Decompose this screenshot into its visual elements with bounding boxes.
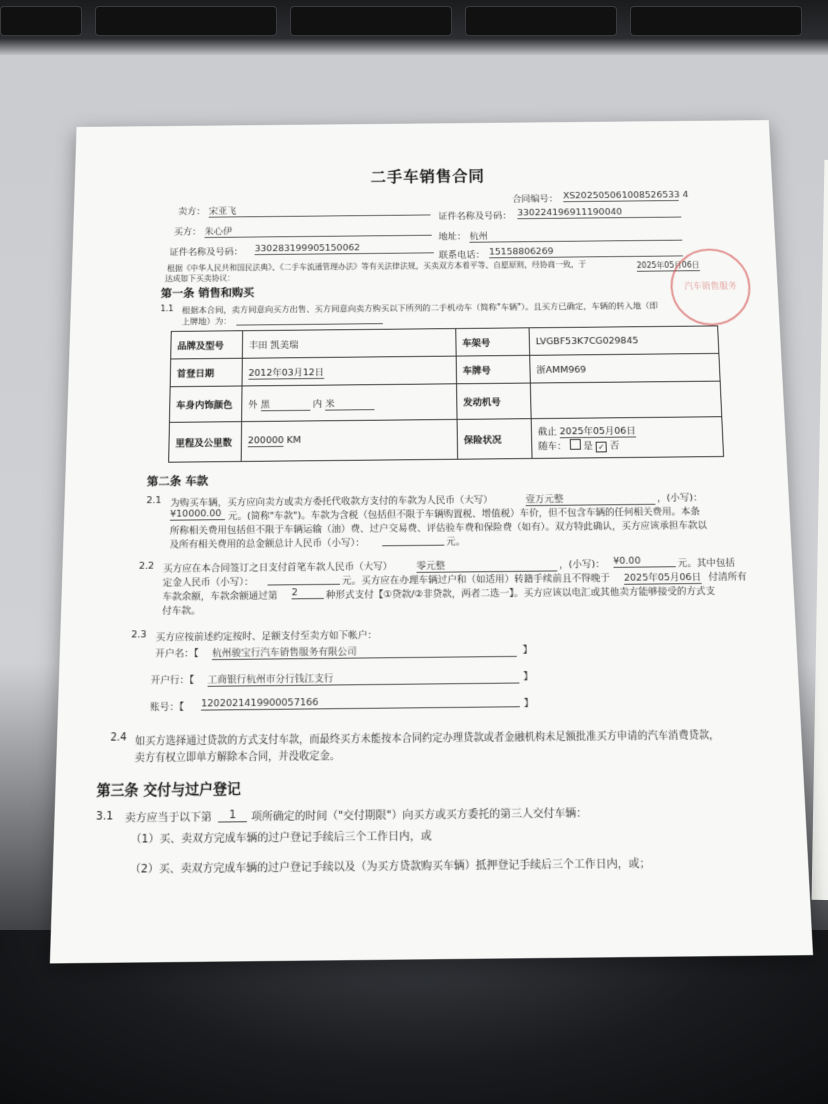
- insurance-label: 保险状况: [457, 419, 532, 460]
- keyboard-key: [95, 6, 277, 36]
- interior-color: 米: [325, 395, 374, 410]
- account-no-bracket: 】: [523, 697, 534, 710]
- section-3-title: 第三条 交付与过户登记: [96, 781, 241, 800]
- engine-label: 发动机号: [457, 383, 532, 419]
- phone: 15158806269: [489, 245, 683, 258]
- mileage-unit: KM: [286, 435, 302, 446]
- seller-name: 宋亚飞: [209, 202, 431, 218]
- engine-value: [530, 381, 721, 419]
- clause-2-1-number: 2.1: [146, 495, 162, 507]
- buyer-label: 买方：: [173, 226, 202, 238]
- clause-2-1-small-label: ，(小写)：: [656, 492, 703, 504]
- yes-checkbox: [569, 439, 580, 450]
- intro-line-2: 达成如下买卖协议：: [164, 273, 236, 284]
- clause-2-2-text-h: 付车款。: [162, 605, 201, 617]
- keyboard-key: [630, 6, 802, 36]
- company-seal: [669, 248, 752, 326]
- color-label: 车身内饰颜色: [169, 386, 242, 422]
- clause-2-4-text-b: 卖方有权立即单方解除本合同，并没收定金。: [134, 750, 341, 765]
- exterior-color: 黑: [261, 396, 310, 411]
- clause-2-2-text-b: 元。其中包括: [677, 557, 736, 570]
- clause-2-1-text-c: 所称相关费用包括但不限于车辆运输（油）费、过户交易费、评估验车费和保险费（如有）。双方特此确认，买方应该承担车款以: [169, 520, 708, 537]
- account-name-bracket: 】: [522, 644, 533, 656]
- clause-2-2-text: 买方应在本合同签订之日支付首笔车款人民币（大写）: [162, 561, 393, 575]
- clause-2-1-text: 为购买车辆，买方应向卖方或卖方委托代收款方支付的车款为人民币（大写）: [170, 494, 493, 509]
- plate-label: 车牌号: [456, 355, 530, 383]
- brand-value: 丰田 凯美瑞: [242, 329, 456, 359]
- table-row: [169, 417, 724, 463]
- seller-id-label: 证件名称及号码：: [438, 210, 512, 222]
- clause-3-1-option-1: （1）买、卖双方完成车辆的过户登记手续后三个工作日内，或: [130, 829, 432, 846]
- keyboard-key: [290, 6, 452, 36]
- account-bank-bracket: 】: [523, 671, 534, 683]
- clause-2-2-date: 2025年05月06日: [624, 569, 702, 585]
- clause-2-4-text: 如买方选择通过贷款的方式支付车款，而最终买方未能按本合同约定办理贷款或者金融机构未足额批准买方申请的汽车消费贷款，: [134, 730, 720, 748]
- account-no-label: 账号：【: [149, 701, 185, 714]
- seller-label: 卖方：: [177, 206, 206, 218]
- no-label: 否: [609, 440, 620, 452]
- mileage: 200000: [247, 435, 284, 447]
- contract-document: [50, 120, 813, 963]
- interior-label: 内: [312, 398, 323, 410]
- document-title: 二手车销售合同: [370, 167, 485, 186]
- clause-3-1-text: 卖方应当于以下第: [124, 810, 212, 825]
- phone-label: 联系电话：: [438, 249, 485, 261]
- address-label: 地址：: [438, 231, 467, 243]
- buyer-name: 朱心伊: [205, 222, 432, 238]
- vehicle-info-table: [168, 325, 724, 462]
- clause-1-1-number: 1.1: [160, 304, 174, 315]
- clause-2-2-text-d: 元。买方应在办理车辆过户和（如适用）转籍手续前且不得晚于: [342, 572, 611, 587]
- plate-value: 浙AMM969: [530, 353, 720, 383]
- reg-date-label: 首登日期: [170, 358, 242, 386]
- insurance-until-label: 截止: [537, 426, 557, 438]
- clause-2-2-text-f: 车款余额，车款余额通过第: [162, 590, 278, 603]
- registration-place-field: [236, 314, 383, 326]
- reg-date: 2012年03月12日: [248, 364, 324, 379]
- contract-no-label: 合同编号：: [512, 193, 558, 205]
- clause-2-2-text-c: 定金人民币（小写）：: [162, 576, 254, 589]
- contract-paper: [50, 120, 813, 963]
- reg-date-value: [242, 356, 457, 386]
- account-number: 1202021419900057166: [201, 695, 520, 711]
- account-bank-label: 开户行：【: [150, 674, 195, 687]
- buyer-id-label: 证件名称及号码：: [169, 246, 244, 258]
- keyboard-key: [0, 6, 82, 36]
- insurance-value: [531, 417, 723, 459]
- yes-label: 是: [583, 440, 593, 452]
- clause-3-1-number: 3.1: [95, 809, 114, 823]
- clause-2-2-amount: ¥0.00: [613, 555, 676, 568]
- table-row: [169, 381, 721, 422]
- mileage-label: 里程及公里数: [169, 422, 242, 463]
- intro-line-1: 根据《中华人民共和国民法典》、《二手车流通管理办法》等有关法律法规，买卖双方本着平等、自愿原则，经协商一致，于: [167, 260, 587, 273]
- keyboard-background: [0, 0, 828, 55]
- clause-2-1-text-d: 及所有相关费用的总金额总计人民币（小写）：: [169, 537, 365, 551]
- clause-2-2-text-e: 付清所有: [708, 571, 747, 583]
- clause-2-3-number: 2.3: [131, 629, 147, 641]
- exterior-label: 外: [248, 399, 258, 410]
- clause-2-3-text: 买方应按前述约定按时、足额支付至卖方如下帐户：: [155, 629, 378, 644]
- section-1-title: 第一条 销售和购买: [160, 285, 255, 300]
- deposit-field: [267, 573, 340, 586]
- seller-id: 330224196911190040: [517, 206, 681, 219]
- seal-text: 汽车销售服务: [684, 281, 737, 292]
- contract-no: XS202505061008526533 4: [562, 189, 689, 202]
- no-checkbox-checked: ✓: [596, 442, 607, 453]
- clause-2-4-number: 2.4: [110, 732, 127, 744]
- second-sheet-edge: [812, 160, 828, 900]
- account-name-label: 开户名：【: [155, 647, 199, 660]
- clause-2-2-number: 2.2: [138, 560, 155, 572]
- brand-label: 品牌及型号: [171, 331, 243, 359]
- clause-2-1-amount-cn: 壹万元整: [525, 490, 655, 506]
- with-car-label: 随车：: [538, 441, 567, 453]
- clause-3-1-text-b: 项所确定的时间（"交付期限"）向买方或买方委托的第三人交付车辆：: [251, 806, 588, 824]
- buyer-id: 330283199905150062: [255, 242, 434, 255]
- clause-3-1-item: 1: [218, 808, 247, 822]
- section-2-title: 第二条 车款: [146, 474, 209, 489]
- clause-2-1-amount: ¥10000.00: [170, 508, 225, 520]
- clause-2-1-text-e: 元。: [446, 536, 466, 548]
- clause-2-2-payment-way: 2: [292, 587, 324, 599]
- clause-2-2-small-label: ，(小写)：: [559, 558, 605, 571]
- clause-2-2-amount-cn: 零元整: [416, 556, 557, 572]
- total-amount-field: [382, 534, 444, 547]
- clause-3-1-option-2: （2）买、卖双方完成车辆的过户登记手续以及（为买方贷款购买车辆）抵押登记手续后三个工作日内，或；: [129, 857, 651, 876]
- clause-1-1-text-2: 上牌地）为：: [181, 317, 232, 328]
- keyboard-key: [465, 6, 617, 36]
- vin-label: 车架号: [456, 328, 530, 356]
- clause-1-1-text: 根据本合同，卖方同意向买方出售、买方同意向卖方购买以下所列的二手机动车（简称"车辆"）。且买方已确定，车辆的转入地（即: [181, 301, 658, 316]
- insurance-with-car: [538, 437, 717, 453]
- color-value: [242, 384, 457, 422]
- intro-date: 2025年05月06日: [636, 260, 700, 270]
- clause-2-1-text-b: 元。(简称"车款")。车款为含税（包括但不限于车辆购置税、增值税）车价，但不包含车辆的任何相关费用。本条: [227, 506, 701, 523]
- clause-2-2-text-g: 种形式支付【①贷款/②非贷款，两者二选一】。买方应该以电汇或其他卖方能够接受的方式支: [325, 585, 716, 602]
- address: 杭州: [469, 227, 682, 243]
- account-bank: 工商银行杭州市分行钱江支行: [208, 668, 520, 687]
- vin-value: LVGBF53K7CG029845: [529, 326, 719, 355]
- mileage-value: [241, 419, 457, 461]
- insurance-until-date: 2025年05月06日: [559, 423, 635, 438]
- account-name: 杭州骏宝行汽车销售服务有限公司: [212, 642, 517, 661]
